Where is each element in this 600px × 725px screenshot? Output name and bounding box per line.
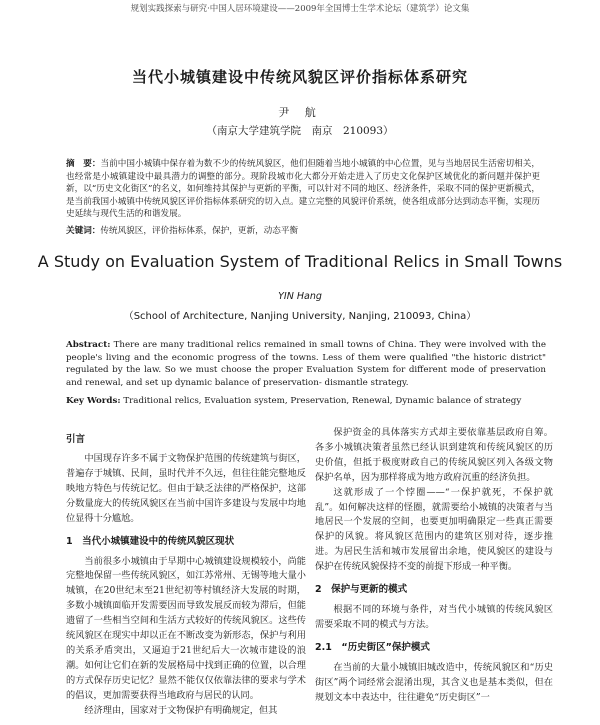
right-paragraph-2: 这就形成了一个悖圈——“一保护就死，不保护就乱”。如何解决这样的怪圈，就需要给小城镇的决策者与当地居民一个发展的空间，也要更加明确限定一些真正需要保护的风貌。将风貌区范围内的建筑区别对待，逐步推进。为居民生活和城市发展留出余地，使风貌区的建设与保护在传统风貌保持不变的前提下形成一种平衡。 — [315, 486, 553, 573]
section-1-heading: 1 当代小城镇建设中的传统风貌区现状 — [66, 535, 235, 547]
abstract-en — [66, 339, 546, 389]
keywords-cn — [66, 225, 540, 238]
keywords-cn-label: 关键词： — [66, 226, 101, 236]
abstract-en-label: Abstract: — [66, 340, 111, 350]
right-paragraph-1: 保护资金的具体落实方式却主要依靠基层政府自筹。各多小城镇决策者虽然已经认识到建筑和传统风貌区的历史价值，但抵于极度财政自己的传统风貌区列入各级文物保护名单，因为那样将成为地方政府沉重的经济负担。 — [315, 427, 553, 483]
intro-heading: 引言 — [66, 434, 86, 445]
affiliation-cn: （南京大学建筑学院 南京 210093） — [206, 125, 394, 137]
author-cn: 尹 航 — [278, 106, 322, 119]
author-en: YIN Hang — [278, 291, 322, 302]
body-column-left — [66, 432, 306, 719]
section-1-paragraph-1: 当前很多小城镇由于早期中心城镇建设规模较小，尚能完整地保留一些传统风貌区，如江苏常州、无锡等地大量小城镇，在20世纪末至21世纪初等村镇经济大发展的时期，多数小城镇面临开发需要因而导致发展反而较为滞后，但能遗留了一些相当空间和生活方式较好的传统风貌区。这些传统风貌区在现实中却以正在不断改变为新形态，保护与利用的关系矛盾突出，又逼迫于21世纪后大一次城市建设的浪潮。如何让它们在新的发展格局中找到正确的位置，以合理的方式保存历史记忆？显然不能仅仅依靠法律的要求与学术的倡议，更加需要获得当地政府与居民的认同。 — [66, 555, 306, 701]
intro-paragraph: 中国现存许多不属于文物保护范围的传统建筑与街区，普遍存于城镇、民间，虽时代并不久远，但往往能完整地反映地方特色与传统记忆。但由于缺乏法律的严格保护，这部分数量庞大的传统风貌区在当前中国许多建设与发展中均地位显得十分尴尬。 — [66, 453, 306, 524]
keywords-cn-text: 传统风貌区，评价指标体系，保护，更新，动态平衡 — [100, 226, 299, 236]
body-column-right — [315, 426, 553, 706]
abstract-cn-text: 当前中国小城镇中保存着为数不少的传统风貌区，他们但随着当地小城镇的中心位置，见与当地居民生活密切相关，也经常是小城镇建设中最具潜力的调整的部分。现阶段城市化大都分开始走进入了历史文化保护区域优化的新问题并保护更新，以“历史文化街区”的名义，如何维持其保护与更新的平衡，可以针对不同的地区、经济条件，采取不同的保护更新模式，是当前我国小城镇中传统风貌区评价指标体系研究的切入点。建立完整的风貌评价系统，使各组成部分达到动态平衡，实现历史延续与现代生活的和谐发展。 — [66, 159, 540, 219]
abstract-en-text: There are many traditional relics remained in small towns of China. They were involved with the people's living and the economic progress of the towns. Less of them were qualified "the historic district" regulated by the law. So we must choose the proper Evaluation System for different mode of preservation and renewal, and set up dynamic balance of preservation- dismantle strategy. — [66, 340, 546, 388]
section-2-paragraph: 根据不同的环境与条件，对当代小城镇的传统风貌区需要采取不同的模式与方法。 — [315, 604, 553, 630]
paper-title-en: A Study on Evaluation System of Traditional Relics in Small Towns — [37, 252, 563, 271]
affiliation-en: （School of Architecture, Nanjing University, Nanjing, 210093, China） — [123, 311, 477, 322]
abstract-cn — [66, 158, 540, 221]
keywords-en-text: Traditional relics, Evaluation system, Preservation, Renewal, Dynamic balance of strategy — [123, 396, 522, 406]
section-1-paragraph-2: 经济理由，国家对于文物保护有明确规定，但其 — [84, 704, 278, 716]
section-2-1-heading: 2.1 “历史街区”保护模式 — [315, 641, 430, 653]
section-2-1-paragraph: 在当前的大量小城镇旧城改造中，传统风貌区和“历史街区”两个词经常会混淆出现，其含义也是基本类似，但在规划文本中表达中，往往避免“历史街区”一 — [315, 661, 553, 703]
keywords-en-label: Key Words: — [66, 396, 121, 406]
paper-title-cn: 当代小城镇建设中传统风貌区评价指标体系研究 — [131, 68, 468, 86]
running-header: 规划实践探索与研究·中国人居环境建设——2009年全国博士生学术论坛（建筑学）论文集 — [130, 4, 470, 14]
abstract-cn-label: 摘 要： — [66, 159, 101, 169]
keywords-en — [66, 395, 546, 408]
section-2-heading: 2 保护与更新的模式 — [315, 584, 408, 596]
